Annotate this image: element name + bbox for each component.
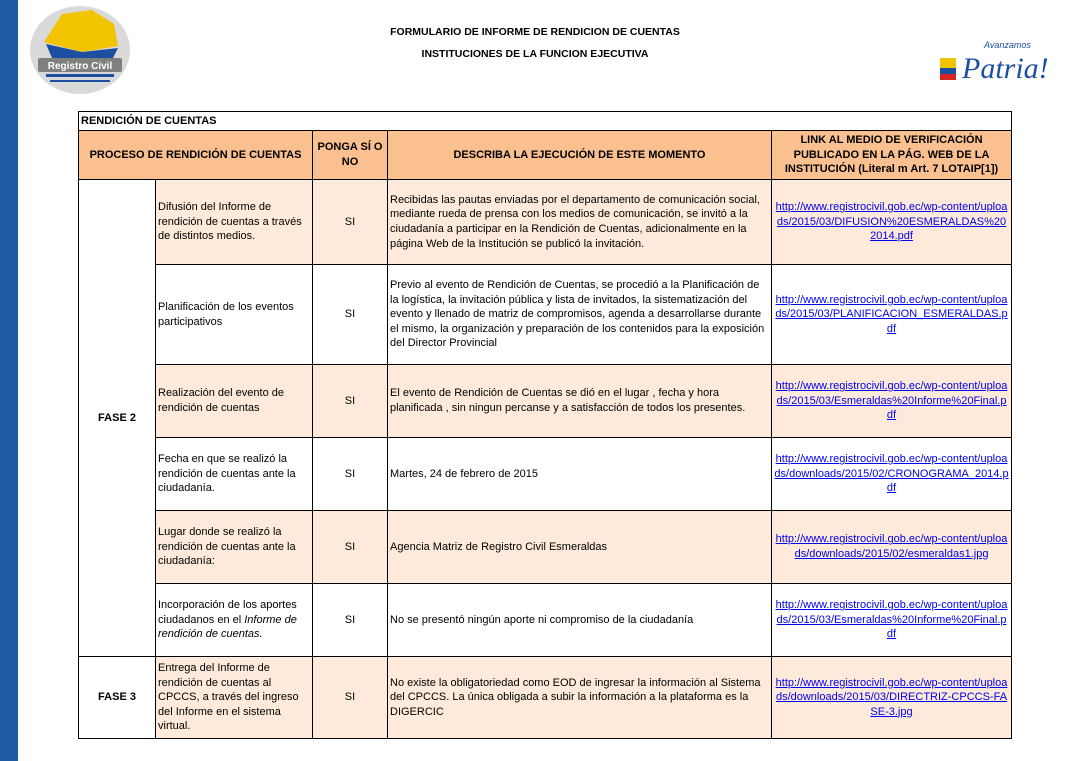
description-cell: Martes, 24 de febrero de 2015	[388, 438, 772, 511]
activity-cell: Planificación de los eventos participativos	[156, 265, 313, 365]
patria-logo-text: Patria!	[962, 52, 1049, 85]
table-row	[79, 438, 1012, 511]
yesno-cell: SI	[313, 365, 388, 438]
form-subtitle: INSTITUCIONES DE LA FUNCION EJECUTIVA	[421, 48, 649, 60]
activity-cell: Difusión del Informe de rendición de cuentas a través de distintos medios.	[156, 180, 313, 265]
description-cell: Agencia Matriz de Registro Civil Esmeraldas	[388, 511, 772, 584]
col-header-link: LINK AL MEDIO DE VERIFICACIÓN PUBLICADO EN LA PÁG. WEB DE LA INSTITUCIÓN (Literal m Art. 7 LOTAIP[1])	[772, 131, 1012, 180]
avanzamos-patria-logo	[938, 36, 1068, 88]
col-header-yesno: PONGA SÍ O NO	[313, 131, 388, 180]
verification-link[interactable]: http://www.registrocivil.gob.ec/wp-content/uploads/2015/03/PLANIFICACION_ESMERALDAS.pdf	[775, 293, 1008, 335]
col-header-description: DESCRIBA LA EJECUCIÓN DE ESTE MOMENTO	[388, 131, 772, 180]
phase-3-label: FASE 3	[79, 657, 156, 739]
form-title: FORMULARIO DE INFORME DE RENDICION DE CUENTAS	[390, 26, 680, 38]
table-row	[79, 584, 1012, 657]
col-header-process: PROCESO DE RENDICIÓN DE CUENTAS	[79, 131, 313, 180]
phase-2-label: FASE 2	[79, 180, 156, 657]
table-row	[79, 657, 1012, 739]
verification-link[interactable]: http://www.registrocivil.gob.ec/wp-content/uploads/2015/03/Esmeraldas%20Informe%20Final.pdf	[775, 599, 1008, 641]
activity-cell: Realización del evento de rendición de cuentas	[156, 365, 313, 438]
yesno-cell: SI	[313, 438, 388, 511]
verification-link[interactable]: http://www.registrocivil.gob.ec/wp-content/uploads/downloads/2015/02/CRONOGRAMA_2014.pdf	[774, 453, 1009, 495]
verification-link[interactable]: http://www.registrocivil.gob.ec/wp-content/uploads/2015/03/Esmeraldas%20Informe%20Final.pdf	[775, 380, 1008, 422]
activity-cell: Entrega del Informe de rendición de cuentas al CPCCS, a través del ingreso del Informe en el sistema virtual.	[156, 657, 313, 739]
yesno-cell: SI	[313, 511, 388, 584]
activity-cell	[156, 584, 313, 657]
activity-text-italic: Informe de rendición de cuentas.	[158, 613, 297, 641]
column-header-row	[79, 131, 1012, 180]
verification-link[interactable]: http://www.registrocivil.gob.ec/wp-content/uploads/downloads/2015/02/esmeraldas1.jpg	[775, 533, 1008, 560]
description-cell: No existe la obligatoriedad como EOD de ingresar la información al Sistema del CPCCS. La única obligada a subir la información a la plataforma es la DIGERCIC	[388, 657, 772, 739]
yesno-cell: SI	[313, 584, 388, 657]
registro-civil-logo	[22, 2, 132, 97]
yesno-cell: SI	[313, 180, 388, 265]
verification-link[interactable]: http://www.registrocivil.gob.ec/wp-content/uploads/downloads/2015/03/DIRECTRIZ-CPCCS-FASE-3.jpg	[775, 676, 1008, 718]
description-cell: No se presentó ningún aporte ni compromiso de la ciudadanía	[388, 584, 772, 657]
section-title: RENDICIÓN DE CUENTAS	[79, 112, 1012, 131]
accountability-table	[78, 111, 1012, 739]
table-row	[79, 365, 1012, 438]
yesno-cell: SI	[313, 657, 388, 739]
verification-link[interactable]: http://www.registrocivil.gob.ec/wp-content/uploads/2015/03/DIFUSION%20ESMERALDAS%202014.pdf	[775, 201, 1008, 243]
table-row	[79, 180, 1012, 265]
description-cell: El evento de Rendición de Cuentas se dió en el lugar , fecha y hora planificada , sin ningun percanse y a satisfacción de todos los presentes.	[388, 365, 772, 438]
activity-cell: Fecha en que se realizó la rendición de cuentas ante la ciudadanía.	[156, 438, 313, 511]
svg-text:Avanzamos: Avanzamos	[984, 40, 1031, 50]
left-accent-bar	[0, 0, 18, 761]
table-row	[79, 511, 1012, 584]
activity-cell: Lugar donde se realizó la rendición de cuentas ante la ciudadanía:	[156, 511, 313, 584]
table-row	[79, 265, 1012, 365]
description-cell: Recibidas las pautas enviadas por el departamento de comunicación social, mediante rueda de prensa con los medios de comunicación, se invitó a la ciudadanía a participar en la Rendición de Cuentas, adicionalmente en la página Web de la Institución se publicó la invitación.	[388, 180, 772, 265]
yesno-cell: SI	[313, 265, 388, 365]
registro-civil-logo-text: Registro Civil	[47, 61, 113, 72]
activity-text: Incorporación de los aportes ciudadanos en el	[158, 599, 297, 626]
description-cell: Previo al evento de Rendición de Cuentas, se procedió a la Planificación de la logística, la invitación pública y lista de invitados, la sistematización del evento y llenado de matriz de compromisos, agenda a desarrollarse durante el mismo, la organización y preparación de los contenidos para la exposición del Director Provincial	[388, 265, 772, 365]
